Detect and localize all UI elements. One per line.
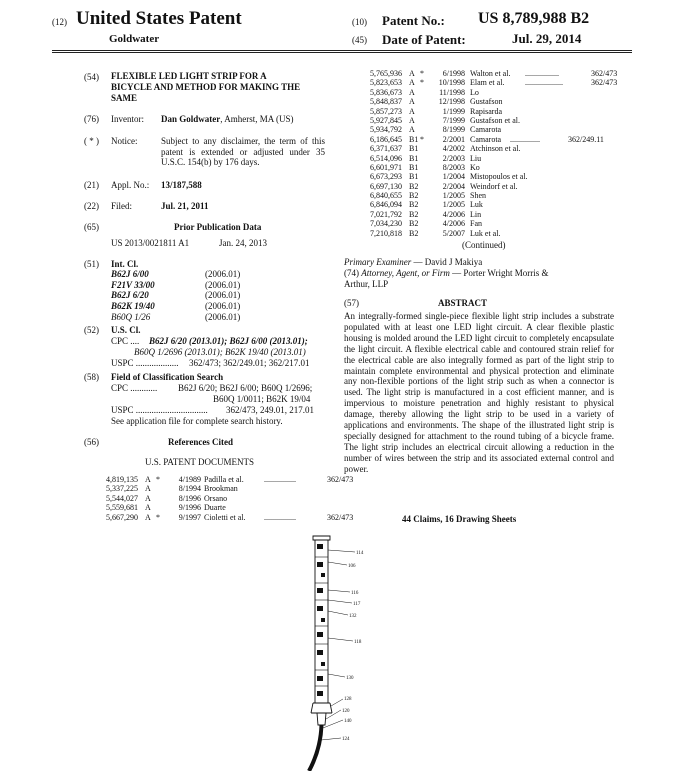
ref-name: Padilla et al.: [204, 475, 244, 484]
ref-date: 6/1998: [442, 69, 465, 78]
reference-row: [370, 182, 617, 191]
field-search-title: Field of Classification Search: [111, 372, 224, 382]
reference-row: [106, 475, 353, 484]
int-cl-class: F21V 33/00: [111, 279, 155, 290]
ref-number: 6,673,293: [370, 172, 402, 182]
patent-no-label: Patent No.:: [382, 13, 445, 28]
reference-row: [106, 484, 353, 493]
ref-number: 5,823,653: [370, 78, 402, 88]
abstract-text: An integrally-formed single-piece flexible light strip includes a substrate populated with at least one LED light circuit. A clear flexible plastic housing is molded around the LED light circuit to completely encapsulate the light circuit. A flexible electrical cable and contoured strain relief for the electrical cable are also integrally formed as part of the light strip to maintain complete environmental and physical protection and eliminate any non-flexible portions of the light strip such as when a connector is used. The light strip is manufactured in a cost efficient manner, and is impervious to moisture penetration and highly resistant to physical damage, thereby allowing the light strip to be used in a variety of applications and environments. The shape of the illustrated light strip is specially designed for attachment to the round tubing of a bicycle frame. The light strip includes an electrical circuit allowing a reduction in the number of wires between the strip and its associated external control and power.: [344, 311, 614, 474]
ref-date: 2/2004: [442, 181, 465, 191]
ref-name: Atchinson et al.: [470, 144, 521, 154]
ref-kind: A: [409, 69, 415, 78]
primary-examiner: [344, 257, 482, 267]
ref-class: 362/473: [591, 69, 618, 78]
label-116: 116: [351, 591, 359, 596]
ref-date: 11/1998: [439, 87, 465, 97]
leader-lines: [321, 550, 355, 740]
int-cl-row: [111, 312, 240, 323]
ref-name: Orsano: [204, 493, 228, 503]
reference-row: [370, 219, 617, 228]
refs-subtitle: U.S. PATENT DOCUMENTS: [145, 457, 255, 467]
label-140: 140: [344, 719, 352, 724]
ref-number: 5,544,027: [106, 493, 138, 503]
ref-date: 12/1998: [438, 97, 465, 107]
left-references: [106, 475, 353, 522]
int-cl-class: B62J 6/00: [111, 269, 149, 279]
field-cpc-label: CPC ............: [111, 383, 158, 393]
ref-kind: B1: [409, 172, 419, 182]
ref-kind: B1: [409, 134, 419, 144]
ref-number: 7,021,792: [370, 209, 402, 219]
ref-date: 5/2007: [442, 228, 465, 238]
cpc-label: CPC ....: [111, 336, 140, 346]
title-line: FLEXIBLE LED LIGHT STRIP FOR A: [111, 71, 267, 81]
invention-title: [111, 71, 300, 104]
led-chip: [317, 562, 323, 567]
label-118: 118: [354, 640, 362, 645]
int-cl-version: (2006.01): [205, 301, 241, 312]
code-58: (58): [84, 372, 99, 382]
code-12: (12): [52, 17, 67, 27]
ref-star: *: [420, 134, 424, 144]
uspc-text: 362/473; 362/249.01; 362/217.01: [189, 358, 310, 368]
prior-pub-number: US 2013/0021811 A1: [111, 238, 190, 248]
ref-name: Weindorf et al.: [470, 181, 518, 191]
code-10: (10): [352, 17, 367, 27]
ref-date: 8/1994: [178, 484, 201, 494]
ref-kind: A: [145, 493, 151, 503]
led-chip: [317, 691, 323, 696]
ref-kind: A: [409, 125, 415, 135]
ref-date: 1/2005: [442, 191, 465, 201]
code-51: (51): [84, 259, 99, 269]
cpc-line-2: B60Q 1/2696 (2013.01); B62K 19/40 (2013.01): [134, 347, 306, 357]
ref-number: 5,927,845: [370, 115, 402, 125]
reference-row: [370, 97, 617, 106]
ref-date: 1/1999: [442, 106, 465, 116]
reference-row: [106, 494, 353, 503]
ref-star: *: [156, 512, 160, 522]
header-rule-bottom: [52, 52, 632, 53]
attorney-code: (74): [344, 268, 359, 278]
int-cl-class: B60Q 1/26: [111, 311, 151, 322]
ref-name: Luk: [470, 200, 483, 210]
attorney-firm-line-2: Arthur, LLP: [344, 279, 389, 289]
ref-kind: A: [145, 484, 151, 494]
ref-date: 9/1996: [178, 503, 201, 513]
reference-row: [370, 88, 617, 97]
abstract-title: ABSTRACT: [438, 298, 488, 308]
date-label: Date of Patent:: [382, 32, 466, 47]
reference-row: [370, 163, 617, 172]
led-segments: [317, 544, 325, 696]
ref-star: *: [420, 69, 424, 78]
ref-name: Gustafson et al.: [470, 115, 520, 125]
ref-name: Camarota: [470, 134, 502, 144]
led-chip: [317, 676, 323, 681]
reference-row: [370, 229, 617, 238]
ref-number: 7,210,818: [370, 228, 402, 238]
int-cl-row: [111, 301, 240, 312]
ref-name: Lo: [470, 87, 479, 97]
notice-label: Notice:: [111, 136, 138, 146]
field-cpc-line-2: B60Q 1/0011; B62K 19/04: [213, 394, 311, 404]
code-54: (54): [84, 72, 99, 82]
reference-row: [106, 503, 353, 512]
ref-number: 7,034,230: [370, 219, 402, 229]
ref-kind: B2: [409, 200, 419, 210]
prior-pub-date: Jan. 24, 2013: [219, 238, 267, 248]
document-title: United States Patent: [76, 8, 242, 29]
label-128: 128: [344, 697, 352, 702]
reference-row: [370, 200, 617, 209]
reference-row: [370, 107, 617, 116]
ref-kind: A: [409, 78, 415, 88]
ref-name: Duarte: [204, 503, 226, 513]
ref-name: Ko: [470, 162, 480, 172]
label-130: 130: [346, 676, 354, 681]
ref-name: Liu: [470, 153, 482, 163]
ref-dots: .................: [525, 69, 559, 78]
ref-name: Camarota: [470, 125, 502, 135]
ref-name: Elam et al.: [470, 78, 505, 88]
led-chip: [317, 588, 323, 593]
code-notice: ( * ): [84, 136, 99, 146]
attorney-label: Attorney, Agent, or Firm: [361, 268, 450, 278]
ref-class: 362/473: [591, 78, 618, 88]
label-106: 106: [348, 564, 356, 569]
inventor-name: Dan Goldwater: [161, 114, 221, 124]
ref-date: 4/2006: [442, 209, 465, 219]
ref-dots: ...................: [525, 78, 563, 88]
int-cl-title: Int. Cl.: [111, 259, 139, 269]
refs-title: References Cited: [168, 437, 234, 447]
light-strip-drawing: [295, 528, 385, 771]
reference-row: [370, 69, 617, 78]
ref-dots: ...............: [510, 134, 540, 144]
ref-number: 6,840,655: [370, 191, 402, 201]
reference-row: [370, 210, 617, 219]
led-chip: [317, 544, 323, 549]
prior-pub-title: Prior Publication Data: [174, 222, 262, 232]
ref-number: 5,559,681: [106, 503, 138, 513]
reference-row: [370, 125, 617, 134]
reference-row: [370, 116, 617, 125]
filed-date: Jul. 21, 2011: [161, 201, 209, 211]
int-cl-row: [111, 280, 240, 291]
ref-name: Brookman: [204, 484, 238, 494]
ref-date: 4/2006: [442, 219, 465, 229]
ref-number: 5,765,936: [370, 69, 402, 78]
ref-kind: B2: [409, 181, 419, 191]
ref-number: 5,667,290: [106, 512, 138, 522]
ref-name: Rapisarda: [470, 106, 502, 116]
ref-kind: B1: [409, 144, 419, 154]
label-124: 124: [342, 737, 350, 742]
int-cl-version: (2006.01): [205, 290, 241, 301]
ref-class: 362/249.11: [568, 134, 604, 144]
ref-number: 4,819,135: [106, 475, 138, 484]
ref-number: 6,697,130: [370, 181, 402, 191]
ref-class: 362/473: [327, 512, 354, 522]
ref-kind: B2: [409, 209, 419, 219]
ref-kind: B1: [409, 153, 419, 163]
int-cl-row: [111, 269, 240, 280]
inventor-short: Goldwater: [109, 33, 160, 45]
ref-date: 8/2003: [442, 162, 465, 172]
ref-date: 2/2003: [442, 153, 465, 163]
ref-name: Mistopoulos et al.: [470, 172, 528, 182]
cpc-line-1: B62J 6/20 (2013.01); B62J 6/00 (2013.01);: [149, 336, 308, 346]
ref-kind: A: [145, 475, 151, 484]
appl-number: 13/187,588: [161, 180, 202, 190]
code-21: (21): [84, 180, 99, 190]
ref-date: 2/2001: [442, 134, 465, 144]
label-120: 120: [342, 709, 350, 714]
ref-number: 5,848,837: [370, 97, 402, 107]
int-cl-class: B62J 6/20: [111, 290, 149, 301]
code-56: (56): [84, 437, 99, 447]
field-note: See application file for complete search history.: [111, 416, 283, 426]
label-132: 132: [349, 614, 357, 619]
ref-number: 5,857,273: [370, 106, 402, 116]
continued-note: (Continued): [462, 240, 506, 250]
reference-row: [370, 154, 617, 163]
ref-number: 6,514,096: [370, 153, 402, 163]
reference-row: [370, 191, 617, 200]
ref-name: Fan: [470, 219, 482, 229]
reference-row: [370, 144, 617, 153]
ref-star: *: [420, 78, 424, 88]
code-65: (65): [84, 222, 99, 232]
ref-date: 8/1996: [178, 493, 201, 503]
ref-date: 4/1989: [178, 475, 201, 484]
ref-kind: A: [409, 106, 415, 116]
ref-name: Shen: [470, 191, 486, 201]
ref-number: 5,337,225: [106, 484, 138, 494]
led-chip: [317, 650, 323, 655]
attorney-line: [344, 268, 549, 278]
reference-row: [370, 135, 617, 144]
code-45: (45): [352, 35, 367, 45]
ref-name: Gustafson: [470, 97, 503, 107]
led-chip: [321, 662, 325, 666]
int-cl-version: (2006.01): [205, 269, 241, 279]
ref-dots: ................: [264, 475, 296, 484]
led-chip: [317, 606, 323, 611]
examiner-label: Primary Examiner: [344, 257, 412, 267]
inventor-entry: [161, 114, 294, 124]
patent-number: US 8,789,988 B2: [478, 10, 590, 27]
ref-kind: B1: [409, 162, 419, 172]
ref-kind: B2: [409, 219, 419, 229]
ref-number: 6,186,645: [370, 134, 402, 144]
ref-date: 10/1998: [438, 78, 465, 88]
ref-kind: A: [145, 512, 151, 522]
uspc-label: USPC ...................: [111, 358, 179, 368]
led-chip: [321, 573, 325, 577]
label-114: 114: [356, 551, 364, 556]
title-line: BICYCLE AND METHOD FOR MAKING THE: [111, 82, 301, 92]
ref-kind: B2: [409, 191, 419, 201]
label-117: 117: [353, 602, 361, 607]
ref-date: 4/2002: [442, 144, 465, 154]
us-cl-title: U.S. Cl.: [111, 325, 141, 335]
examiner-name: — David J Makiya: [413, 257, 483, 267]
ref-name: Lin: [470, 209, 482, 219]
inventor-location: , Amherst, MA (US): [220, 114, 294, 124]
title-line: SAME: [111, 93, 138, 103]
ref-name: Luk et al.: [470, 228, 501, 238]
inventor-label: Inventor:: [111, 114, 144, 124]
int-cl-row: [111, 290, 240, 301]
code-22: (22): [84, 201, 99, 211]
ref-kind: A: [145, 503, 151, 513]
appl-label: Appl. No.:: [111, 180, 150, 190]
field-cpc-line-1: B62J 6/20; B62J 6/00; B60Q 1/2696;: [178, 383, 313, 393]
ref-number: 5,934,792: [370, 125, 402, 135]
patent-date: Jul. 29, 2014: [512, 31, 582, 46]
notice-text: Subject to any disclaimer, the term of this patent is extended or adjusted under 35 U.S.C. 154(b) by 176 days.: [161, 136, 325, 168]
ref-kind: A: [409, 97, 415, 107]
ref-number: 6,846,094: [370, 200, 402, 210]
right-references: [370, 69, 617, 238]
ref-kind: B2: [409, 228, 419, 238]
ref-date: 7/1999: [442, 115, 465, 125]
claims-sheets: 44 Claims, 16 Drawing Sheets: [402, 514, 517, 524]
ref-date: 9/1997: [178, 512, 201, 522]
reference-row: [106, 513, 353, 522]
int-cl-class: B62K 19/40: [111, 301, 155, 312]
ref-name: Walton et al.: [470, 69, 511, 78]
int-cl-version: (2006.01): [205, 311, 241, 322]
int-cl-version: (2006.01): [205, 279, 241, 290]
header-rule-top: [52, 50, 632, 51]
reference-row: [370, 78, 617, 87]
ref-number: 6,371,637: [370, 144, 402, 154]
ref-number: 6,601,971: [370, 162, 402, 172]
ref-class: 362/473: [327, 475, 354, 484]
led-chip: [321, 618, 325, 622]
field-uspc-text: 362/473, 249.01, 217.01: [226, 405, 315, 415]
field-uspc-label: USPC ................................: [111, 405, 208, 415]
code-57: (57): [344, 298, 359, 308]
int-cl-list: [111, 269, 240, 323]
ref-date: 1/2004: [442, 172, 465, 182]
reference-row: [370, 172, 617, 181]
ref-kind: A: [409, 115, 415, 125]
ref-kind: A: [409, 87, 415, 97]
ref-number: 5,836,673: [370, 87, 402, 97]
attorney-firm: — Porter Wright Morris &: [452, 268, 549, 278]
ref-date: 8/1999: [442, 125, 465, 135]
electrical-cable: [309, 725, 322, 771]
ref-name: Cioletti et al.: [204, 512, 246, 522]
ref-dots: ................: [264, 512, 296, 522]
reference-numerals: [342, 551, 364, 742]
ref-date: 1/2005: [442, 200, 465, 210]
led-chip: [317, 632, 323, 637]
code-52: (52): [84, 325, 99, 335]
code-76: (76): [84, 114, 99, 124]
ref-star: *: [156, 475, 160, 484]
filed-label: Filed:: [111, 201, 133, 211]
